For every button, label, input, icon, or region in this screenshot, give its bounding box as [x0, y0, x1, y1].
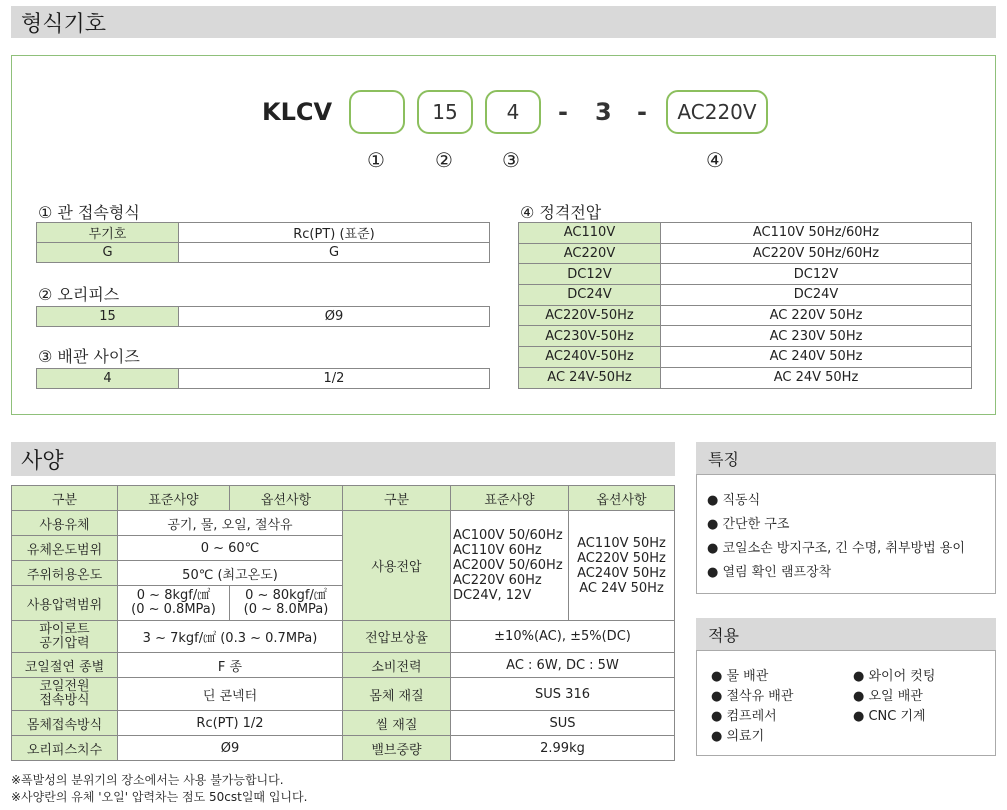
value-cell: F 종 [118, 653, 343, 678]
applications-box [696, 650, 996, 756]
value-cell: 딘 콘넥터 [118, 678, 343, 711]
header-cell: 옵션사항 [569, 486, 675, 511]
connection-table [36, 222, 490, 263]
coil-conn-label-line: 접속방식 [39, 693, 90, 708]
table-row [37, 223, 490, 243]
voltage-std-line: DC24V, 12V [453, 588, 532, 603]
spec-section-header [11, 442, 675, 476]
label-cell: 사용전압 [343, 511, 451, 621]
orifice-title: ② 오리피스 [38, 285, 120, 304]
table-row [12, 736, 675, 761]
table-cell: AC110V [519, 223, 661, 244]
table-row [12, 621, 675, 653]
voltage-std-line: AC110V 60Hz [453, 543, 542, 558]
value-cell: ±10%(AC), ±5%(DC) [451, 621, 675, 653]
table-cell: 4 [37, 369, 179, 389]
pressure-opt-line: 0 ~ 80kgf/㎠ [245, 588, 327, 603]
header-cell: 옵션사항 [230, 486, 343, 511]
table-row [12, 711, 675, 736]
feature-item: ● 코일소손 방지구조, 긴 수명, 취부방법 용이 [707, 541, 965, 556]
pipe-size-title: ③ 배관 사이즈 [38, 347, 140, 366]
value-cell [230, 586, 343, 621]
table-cell: G [179, 243, 490, 263]
value-cell: Ø9 [118, 736, 343, 761]
value-cell: AC : 6W, DC : 5W [451, 653, 675, 678]
model-section-title: 형식기호 [21, 11, 107, 37]
voltage-std-line: AC220V 60Hz [453, 573, 542, 588]
table-row [37, 307, 490, 327]
value-cell: 0 ~ 60℃ [118, 536, 343, 561]
circle-label-4: ④ [706, 148, 724, 172]
voltage-opt-line: AC220V 50Hz [577, 550, 666, 566]
label-cell: 코일절연 종별 [12, 653, 118, 678]
value-cell: 공기, 물, 오일, 절삭유 [118, 511, 343, 536]
model-box-voltage: AC220V [666, 90, 768, 134]
model-dash-1: - [558, 98, 568, 126]
table-row [519, 264, 972, 285]
value-cell: Rc(PT) 1/2 [118, 711, 343, 736]
table-row [519, 285, 972, 306]
value-cell: SUS 316 [451, 678, 675, 711]
value-cell: 50℃ (최고온도) [118, 561, 343, 586]
label-cell: 몸체접속방식 [12, 711, 118, 736]
table-row [519, 243, 972, 264]
label-cell [12, 678, 118, 711]
table-cell: AC 220V 50Hz [661, 305, 972, 326]
applications-title: 적용 [708, 625, 739, 645]
pressure-std-line: 0 ~ 8kgf/㎠ [136, 588, 211, 603]
pressure-std-line: (0 ~ 0.8MPa) [131, 602, 216, 617]
label-cell: 전압보상율 [343, 621, 451, 653]
circle-label-3: ③ [502, 148, 520, 172]
table-cell: AC230V-50Hz [519, 326, 661, 347]
application-item: ● 컴프레서 [711, 709, 777, 724]
model-section-header [11, 6, 996, 38]
model-box-orifice: 15 [417, 90, 473, 134]
application-item: ● 절삭유 배관 [711, 689, 794, 704]
pilot-label-line: 공기압력 [39, 635, 90, 651]
table-row [12, 653, 675, 678]
table-cell: 1/2 [179, 369, 490, 389]
voltage-opt-line: AC240V 50Hz [577, 565, 666, 581]
table-cell: AC 230V 50Hz [661, 326, 972, 347]
table-row [12, 511, 675, 536]
voltage-opt-cell [569, 511, 675, 621]
model-dash-2: - [637, 98, 647, 126]
applications-header [696, 618, 996, 650]
circle-label-2: ② [435, 148, 453, 172]
table-cell: AC 24V-50Hz [519, 367, 661, 388]
application-item: ● 와이어 컷팅 [853, 669, 936, 684]
feature-item: ● 열림 확인 램프장착 [707, 565, 832, 580]
label-cell: 사용압력범위 [12, 586, 118, 621]
table-cell: AC 24V 50Hz [661, 367, 972, 388]
pressure-opt-line: (0 ~ 8.0MPa) [243, 602, 329, 617]
table-row [519, 367, 972, 388]
voltage-std-cell [451, 511, 569, 621]
label-cell: 오리피스치수 [12, 736, 118, 761]
features-title: 특징 [708, 449, 739, 469]
note-oil-viscosity: ※사양란의 유체 '오일' 압력차는 점도 50cst일때 입니다. [11, 790, 308, 804]
model-code-panel [11, 55, 996, 415]
spec-table [11, 485, 675, 761]
table-cell: AC110V 50Hz/60Hz [661, 223, 972, 244]
table-cell: DC24V [661, 285, 972, 306]
header-cell: 구분 [343, 486, 451, 511]
label-cell: 주위허용온도 [12, 561, 118, 586]
value-cell: 3 ~ 7kgf/㎠ (0.3 ~ 0.7MPa) [118, 621, 343, 653]
header-cell: 표준사양 [118, 486, 230, 511]
header-cell: 구분 [12, 486, 118, 511]
table-cell: AC220V-50Hz [519, 305, 661, 326]
value-cell [118, 586, 230, 621]
pilot-label-line: 파이로트 [39, 621, 90, 637]
table-cell: G [37, 243, 179, 263]
label-cell: 밸브중량 [343, 736, 451, 761]
label-cell [12, 621, 118, 653]
orifice-table [36, 306, 490, 327]
voltage-std-line: AC100V 50/60Hz [453, 528, 563, 543]
application-item: ● CNC 기계 [853, 709, 926, 724]
table-cell: DC12V [519, 264, 661, 285]
label-cell: 사용유체 [12, 511, 118, 536]
voltage-title: ④ 정격전압 [520, 203, 602, 222]
table-cell: DC12V [661, 264, 972, 285]
circle-label-1: ① [367, 148, 385, 172]
label-cell: 씰 재질 [343, 711, 451, 736]
table-cell: AC 240V 50Hz [661, 347, 972, 368]
connection-title: ① 관 접속형식 [38, 203, 140, 222]
table-cell: AC220V [519, 243, 661, 264]
application-item: ● 의료기 [711, 729, 765, 744]
model-box-connection [349, 90, 405, 134]
coil-conn-label-line: 코일전원 [39, 679, 90, 694]
table-row [12, 486, 675, 511]
table-cell: Ø9 [179, 307, 490, 327]
table-row [12, 678, 675, 711]
model-fixed-code: 3 [595, 98, 612, 126]
note-explosive: ※폭발성의 분위기의 장소에서는 사용 불가능합니다. [11, 773, 284, 787]
table-row [519, 305, 972, 326]
label-cell: 소비전력 [343, 653, 451, 678]
table-row [519, 326, 972, 347]
voltage-std-line: AC200V 50/60Hz [453, 558, 563, 573]
table-cell: AC240V-50Hz [519, 347, 661, 368]
feature-item: ● 직동식 [707, 493, 761, 508]
header-cell: 표준사양 [451, 486, 569, 511]
table-row [37, 369, 490, 389]
value-cell: SUS [451, 711, 675, 736]
voltage-opt-line: AC110V 50Hz [577, 535, 666, 551]
features-box [696, 474, 996, 594]
table-cell: 15 [37, 307, 179, 327]
table-cell: AC220V 50Hz/60Hz [661, 243, 972, 264]
value-cell: 2.99kg [451, 736, 675, 761]
model-prefix: KLCV [262, 98, 333, 126]
table-cell: 무기호 [37, 223, 179, 243]
table-row [519, 223, 972, 244]
voltage-opt-line: AC 24V 50Hz [579, 580, 664, 596]
table-row [37, 243, 490, 263]
application-item: ● 오일 배관 [853, 689, 923, 704]
features-header [696, 442, 996, 474]
label-cell: 유체온도범위 [12, 536, 118, 561]
table-cell: Rc(PT) (표준) [179, 223, 490, 243]
model-box-pipe-size: 4 [485, 90, 541, 134]
voltage-table [518, 222, 972, 389]
application-item: ● 물 배관 [711, 669, 769, 684]
table-row [519, 347, 972, 368]
pipe-size-table [36, 368, 490, 389]
spec-section-title: 사양 [21, 448, 64, 474]
label-cell: 몸체 재질 [343, 678, 451, 711]
table-cell: DC24V [519, 285, 661, 306]
feature-item: ● 간단한 구조 [707, 517, 790, 532]
